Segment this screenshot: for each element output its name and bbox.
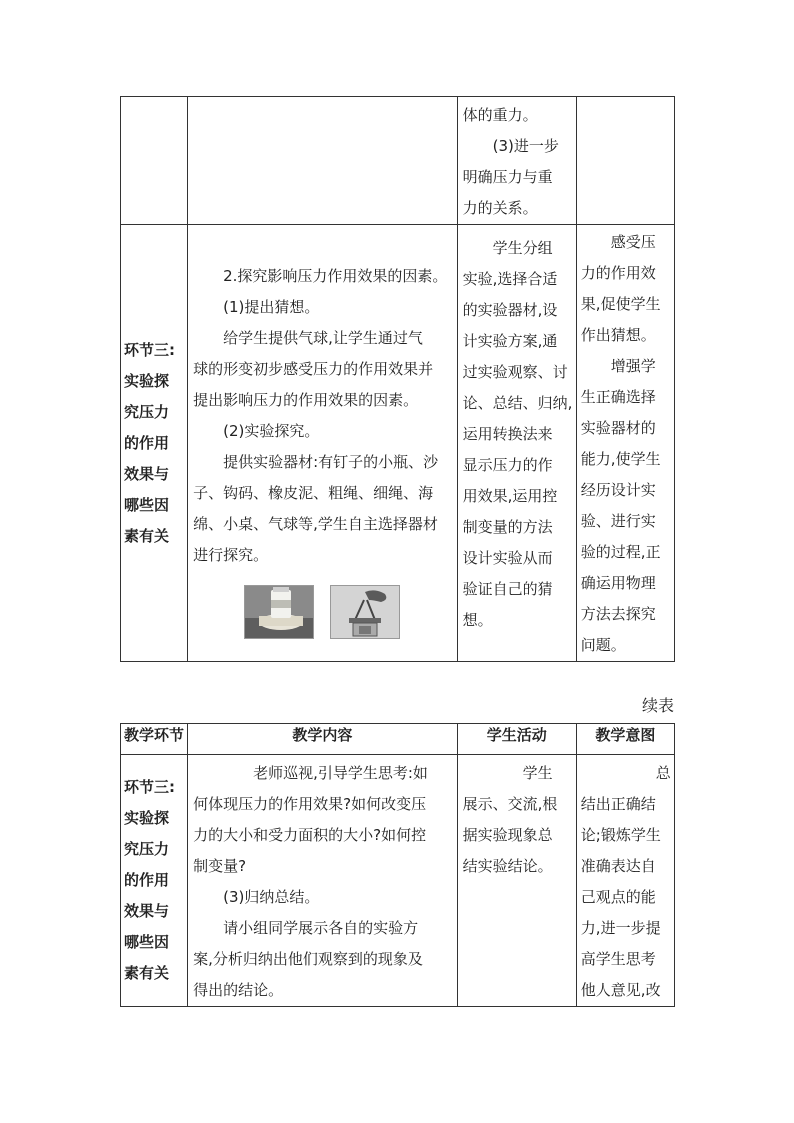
cell-stage	[121, 755, 188, 1007]
text-line: 确运用物理	[580, 574, 656, 592]
text-line: 准确表达自	[580, 857, 656, 875]
table-row-top	[121, 97, 675, 225]
stage-text	[121, 772, 187, 989]
text-line: 果,促使学生	[580, 295, 661, 313]
text-line: 何体现压力的作用效果?如何改变压	[193, 795, 427, 813]
text-line: 的实验器材,设	[462, 301, 558, 319]
text-line: 老师巡视,引导学生思考:如	[193, 764, 428, 782]
header-teaching-intent: 教学意图	[576, 724, 674, 755]
text-line: 给学生提供气球,让学生通过气	[193, 329, 423, 347]
lesson-table-continued-top	[120, 96, 675, 662]
text-line: 显示压力的作	[462, 456, 553, 474]
text-line: 得出的结论。	[193, 981, 284, 999]
text-line: 他人意见,改	[580, 981, 661, 999]
text-line: 感受压	[580, 233, 656, 251]
text-line: 制变量的方法	[462, 518, 553, 536]
text-line: (3)归纳总结。	[193, 888, 320, 906]
text-line: 验证自己的猜	[462, 580, 553, 598]
text-line: 案,分析归纳出他们观察到的现象及	[193, 950, 423, 968]
text-line: 的作用	[124, 871, 170, 889]
lesson-table-continued	[120, 723, 675, 1007]
cell-teaching-content	[188, 755, 457, 1007]
text-line: 实验,选择合适	[462, 270, 558, 288]
text-line: (3)进一步	[462, 137, 559, 155]
text-line: 计实验方案,通	[462, 332, 558, 350]
cell-stage	[121, 225, 188, 662]
text-line: 制变量?	[193, 857, 247, 875]
experiment-photos	[188, 585, 456, 639]
cell-intent-empty	[576, 97, 674, 225]
text-line: 球的形变初步感受压力的作用效果并	[193, 360, 434, 378]
text-line: 验的过程,正	[580, 543, 661, 561]
header-student-activity: 学生活动	[457, 724, 576, 755]
text-line: 验、进行实	[580, 512, 656, 530]
text-line: 进行探究。	[193, 546, 269, 564]
text-line: (1)提出猜想。	[193, 298, 320, 316]
teaching-intent-text	[577, 225, 674, 661]
text-line: 2.探究影响压力作用效果的因素。	[193, 267, 448, 285]
cell-content-empty	[188, 97, 457, 225]
text-line: (2)实验探究。	[193, 422, 320, 440]
text-line: 己观点的能	[580, 888, 656, 906]
text-line: 方法去探究	[580, 605, 656, 623]
text-line: 展示、交流,根	[462, 795, 558, 813]
cell-stage-empty	[121, 97, 188, 225]
table-header-row	[121, 724, 675, 755]
student-activity-text	[458, 97, 576, 224]
text-line: 子、钩码、橡皮泥、粗绳、细绳、海	[193, 484, 434, 502]
text-line: 总	[580, 764, 671, 782]
text-line: 力的大小和受力面积的大小?如何控	[193, 826, 427, 844]
text-line: 环节三:	[124, 340, 175, 359]
text-line: 论;锻炼学生	[580, 826, 661, 844]
text-line: 设计实验从而	[462, 549, 553, 567]
text-line: 体的重力。	[462, 106, 538, 124]
text-line: 能力,使学生	[580, 450, 661, 468]
cell-teaching-intent	[576, 225, 674, 662]
text-line: 提出影响压力的作用效果的因素。	[193, 391, 419, 409]
text-line: 的作用	[124, 433, 170, 452]
continued-table-label: 续表	[641, 696, 674, 715]
header-teaching-content: 教学内容	[188, 724, 457, 755]
text-line: 问题。	[580, 636, 626, 654]
text-line: 实验器材的	[580, 419, 656, 437]
text-line: 哪些因	[124, 933, 170, 951]
text-line: 据实验现象总	[462, 826, 553, 844]
text-line: 想。	[462, 611, 493, 629]
text-line: 学生	[462, 764, 553, 782]
text-line: 究压力	[124, 840, 170, 858]
teaching-content-text	[188, 225, 456, 571]
cell-student-activity	[457, 755, 576, 1007]
bottle-on-foam-photo	[244, 585, 314, 639]
text-line: 绵、小桌、气球等,学生自主选择器材	[193, 515, 438, 533]
text-line: 实验探	[124, 371, 170, 390]
text-line: 效果与	[124, 464, 170, 483]
student-activity-text	[458, 225, 576, 636]
table-row-main	[121, 755, 675, 1007]
text-line: 论、总结、归纳,	[462, 394, 573, 412]
text-line: 学生分组	[462, 239, 553, 257]
text-line: 力的作用效	[580, 264, 656, 282]
hand-weight-photo	[330, 585, 400, 639]
text-line: 哪些因	[124, 495, 170, 514]
text-line: 高学生思考	[580, 950, 656, 968]
text-line: 结出正确结	[580, 795, 656, 813]
header-teaching-stage: 教学环节	[121, 724, 188, 755]
cell-student-activity	[457, 97, 576, 225]
text-line: 力,进一步提	[580, 919, 661, 937]
text-line: 增强学	[580, 357, 656, 375]
text-line: 素有关	[124, 964, 170, 982]
text-line: 请小组同学展示各自的实验方	[193, 919, 419, 937]
cell-teaching-content	[188, 225, 457, 662]
student-activity-text	[458, 755, 576, 882]
text-line: 运用转换法来	[462, 425, 553, 443]
text-line: 结实验结论。	[462, 857, 553, 875]
text-line: 明确压力与重	[462, 168, 553, 186]
text-line: 力的关系。	[462, 199, 538, 217]
text-line: 用效果,运用控	[462, 487, 558, 505]
text-line: 提供实验器材:有钉子的小瓶、沙	[193, 453, 439, 471]
text-line: 环节三:	[124, 778, 175, 796]
teaching-content-text	[188, 755, 456, 1006]
teaching-intent-text	[577, 755, 674, 1006]
cell-teaching-intent	[576, 755, 674, 1007]
text-line: 过实验观察、讨	[462, 363, 568, 381]
cell-student-activity	[457, 225, 576, 662]
text-line: 实验探	[124, 809, 170, 827]
table-row-main	[121, 225, 675, 662]
text-line: 生正确选择	[580, 388, 656, 406]
text-line: 效果与	[124, 902, 170, 920]
text-line: 经历设计实	[580, 481, 656, 499]
stage-text	[121, 335, 187, 552]
text-line: 素有关	[124, 526, 170, 545]
text-line: 究压力	[124, 402, 170, 421]
text-line: 作出猜想。	[580, 326, 656, 344]
